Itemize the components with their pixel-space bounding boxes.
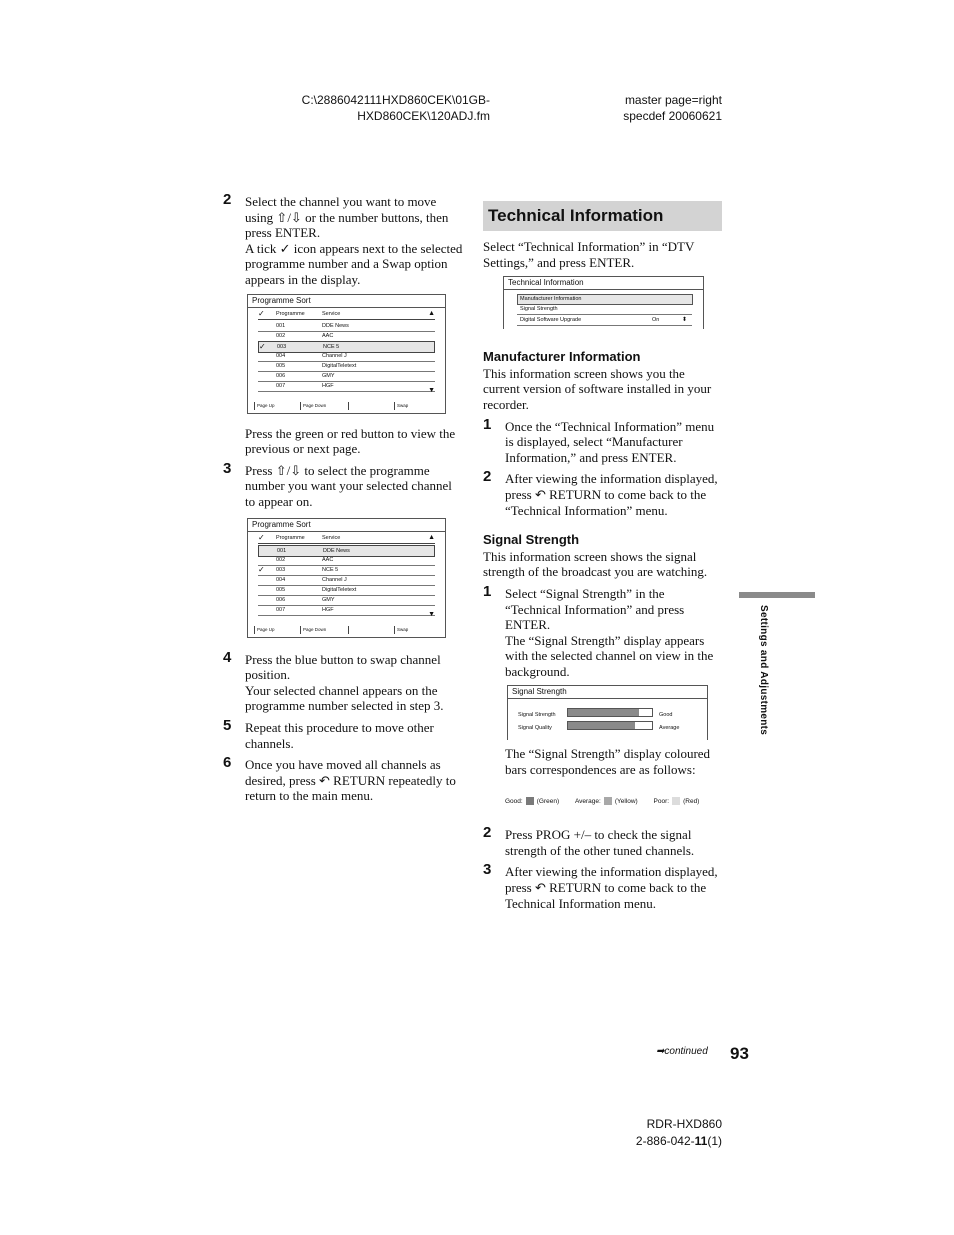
- programme-number: 002: [276, 332, 286, 339]
- programme-sort-screen-2: [247, 518, 446, 638]
- menu-item-label: Signal Strength: [520, 306, 558, 313]
- step-number: 2: [483, 824, 492, 842]
- code-suffix: (1): [707, 1134, 722, 1148]
- code-prefix: 2-886-042-: [635, 1134, 695, 1148]
- signal-strength-fill: [568, 709, 639, 716]
- service-name: DDE News: [323, 547, 350, 554]
- left-column: [223, 191, 463, 810]
- col-service: Service: [322, 534, 341, 541]
- screen-title: Programme Sort: [248, 519, 445, 532]
- signal-strength-status: Good: [659, 712, 673, 719]
- service-name: AAC: [322, 332, 334, 339]
- tick-icon: ✓: [259, 341, 266, 351]
- programme-number: 005: [276, 362, 286, 369]
- programme-number: 006: [276, 596, 286, 603]
- step-note: Your selected channel appears on the programme number selected in step 3.: [245, 682, 444, 714]
- tick-icon: ✓: [258, 308, 265, 318]
- signal-quality-status: Average: [659, 725, 680, 732]
- ss-step-3: [483, 861, 722, 911]
- signal-quality-bar: [567, 721, 653, 730]
- service-name: GMY: [322, 596, 335, 603]
- page-down-button[interactable]: Page Down: [300, 626, 326, 634]
- menu-item-label: Digital Software Upgrade: [520, 317, 582, 324]
- continued-marker: [656, 1046, 708, 1057]
- step-5-repeat: [223, 716, 463, 751]
- service-name: DDE News: [322, 322, 349, 329]
- programme-number: 007: [276, 382, 286, 389]
- side-tab-label: Settings and Adjustments: [758, 605, 769, 736]
- file-path-line2: HXD860CEK\120ADJ.fm: [357, 109, 490, 123]
- step-number: 2: [483, 468, 492, 486]
- service-name: HGF: [322, 606, 334, 613]
- master-page-line1: master page=right: [624, 93, 722, 107]
- page-navigation-note: Press the green or red button to view the previous or next page.: [245, 425, 456, 457]
- step-3-select-target: [223, 459, 463, 510]
- service-name: Channel J: [322, 352, 347, 359]
- document-code: [560, 1134, 722, 1148]
- signal-strength-bar: [567, 708, 653, 717]
- step-text: Press ⇧/⇩ to select the programme number you want your selected channel to appear on.: [245, 462, 452, 509]
- page-down-button[interactable]: Page Down: [300, 402, 326, 410]
- step-number: 1: [483, 415, 492, 433]
- scroll-down-icon: ▼: [428, 386, 435, 394]
- signal-quality-label: Signal Quality: [518, 725, 552, 732]
- step-6-return: [223, 754, 463, 804]
- service-name: NCE 5: [322, 566, 339, 573]
- step-2-select-channel: [223, 191, 463, 288]
- legend-poor-label: Poor:: [653, 797, 670, 805]
- code-bold: 11: [694, 1134, 708, 1148]
- blank-button[interactable]: [348, 402, 351, 410]
- signal-quality-fill: [568, 722, 635, 729]
- step-text: Select the channel you want to move using ⇧/⇩ or the number buttons, then press ENTER.: [245, 194, 449, 241]
- color-legend-intro: The “Signal Strength” display coloured bars correspondences are as follows:: [505, 746, 711, 778]
- ss-step-2: [483, 824, 722, 858]
- step-text: Press the blue button to swap channel position.: [245, 651, 441, 683]
- legend-average-swatch: [604, 797, 612, 805]
- programme-number: 002: [276, 556, 286, 563]
- step-text: Once the “Technical Information” menu is displayed, select “Manufacturer Information,” and press ENTER.: [505, 418, 715, 465]
- scroll-up-icon: ▲: [428, 533, 435, 541]
- menu-item-manufacturer[interactable]: [517, 294, 693, 305]
- arrow-right-icon: ➡: [656, 1046, 665, 1057]
- programme-number: 004: [276, 576, 286, 583]
- side-tab-band: [739, 592, 815, 598]
- screen-title: Technical Information: [504, 277, 703, 290]
- tick-icon: ✓: [258, 532, 265, 542]
- screen-title: Signal Strength: [508, 686, 707, 699]
- legend-good-color: (Green): [536, 797, 560, 805]
- model-number: RDR-HXD860: [646, 1117, 722, 1131]
- step-number: 4: [223, 648, 232, 666]
- step-number: 2: [223, 191, 232, 208]
- programme-number: 004: [276, 352, 286, 359]
- programme-number: 003: [277, 343, 287, 350]
- service-name: AAC: [322, 556, 334, 563]
- intro-text: Select “Technical Information” in “DTV Settings,” and press ENTER.: [483, 239, 695, 270]
- table-row[interactable]: [258, 381, 435, 392]
- screen-footer: [254, 626, 439, 634]
- updown-arrow-icon: ⬍: [682, 317, 688, 324]
- menu-item-software-upgrade[interactable]: [517, 316, 692, 326]
- step-note: A tick ✓ icon appears next to the selected programme number and a Swap option appears in the display.: [245, 240, 463, 287]
- mi-step-2: [483, 468, 722, 518]
- signal-strength-screen: [507, 685, 708, 740]
- service-name: Channel J: [322, 576, 347, 583]
- screen-footer: [254, 402, 439, 410]
- file-path-line1: C:\2886042111HXD860CEK\01GB-: [301, 93, 490, 107]
- step-note: The “Signal Strength” display appears with the selected channel on view in the background.: [505, 632, 714, 679]
- ss-step-1: [483, 582, 722, 680]
- swap-button[interactable]: Swap: [394, 402, 408, 410]
- signal-strength-label: Signal Strength: [518, 712, 556, 719]
- master-page-info: [600, 92, 722, 124]
- programme-number: 006: [276, 372, 286, 379]
- page-up-button[interactable]: Page Up: [254, 626, 275, 634]
- service-name: GMY: [322, 372, 335, 379]
- manufacturer-info-text: This information screen shows you the current version of software installed in your recorder.: [483, 365, 712, 412]
- legend-good-swatch: [526, 797, 534, 805]
- screen-title: Programme Sort: [248, 295, 445, 308]
- swap-button[interactable]: Swap: [394, 626, 408, 634]
- signal-strength-text: This information screen shows the signal strength of the broadcast you are watching.: [483, 548, 708, 580]
- step-number: 3: [223, 459, 232, 477]
- mi-step-1: [483, 415, 722, 466]
- programme-number: 007: [276, 606, 286, 613]
- step-text: After viewing the information displayed, press ↶ RETURN to come back to the “Technical Information” menu.: [505, 471, 718, 518]
- page-number: 93: [730, 1044, 749, 1063]
- table-row[interactable]: [258, 605, 435, 616]
- programme-number: 001: [276, 322, 286, 329]
- upgrade-value: On: [652, 317, 660, 324]
- column-header-row: [258, 533, 435, 544]
- step-text: Repeat this procedure to move other channels.: [245, 719, 434, 751]
- legend-poor-color: (Red): [683, 797, 700, 805]
- blank-button[interactable]: [348, 626, 351, 634]
- step-text: Once you have moved all channels as desired, press ↶ RETURN repeatedly to return to the main menu.: [245, 757, 456, 804]
- section-heading: Technical Information: [483, 201, 722, 231]
- scroll-up-icon: ▲: [428, 309, 435, 317]
- legend-average-color: (Yellow): [614, 797, 638, 805]
- page-up-button[interactable]: Page Up: [254, 402, 275, 410]
- col-service: Service: [322, 310, 341, 317]
- step-text: After viewing the information displayed, press ↶ RETURN to come back to the Technical Information menu.: [505, 864, 718, 911]
- service-name: HGF: [322, 382, 334, 389]
- scroll-down-icon: ▼: [428, 610, 435, 618]
- step-text: Select “Signal Strength” in the “Technical Information” and press ENTER.: [505, 585, 685, 633]
- step-number: 5: [223, 716, 232, 734]
- signal-strength-heading: Signal Strength: [483, 532, 580, 548]
- programme-number: 005: [276, 586, 286, 593]
- continued-text: continued: [664, 1046, 708, 1057]
- programme-number: 001: [277, 547, 287, 554]
- file-path: [280, 92, 490, 124]
- step-number: 1: [483, 582, 492, 600]
- legend-average-label: Average:: [574, 797, 601, 805]
- right-column: [483, 201, 722, 917]
- menu-item-signal-strength[interactable]: [517, 305, 692, 315]
- step-number: 3: [483, 861, 492, 879]
- legend-poor-swatch: [672, 797, 680, 805]
- service-name: NCE 5: [323, 343, 340, 350]
- programme-number: 003: [276, 566, 286, 573]
- step-4-swap: [223, 648, 463, 714]
- step-text: Press PROG +/– to check the signal strength of the other tuned channels.: [505, 827, 695, 858]
- service-name: DigitalTeletext: [322, 586, 357, 593]
- menu-item-label: Manufacturer Information: [520, 296, 582, 303]
- programme-sort-screen-1: [247, 294, 446, 414]
- master-page-line2: specdef 20060621: [623, 109, 722, 123]
- col-programme: Programme: [276, 310, 305, 317]
- service-name: DigitalTeletext: [322, 362, 357, 369]
- tick-icon: ✓: [258, 564, 265, 574]
- column-header-row: [258, 309, 435, 320]
- color-legend: [505, 794, 722, 810]
- col-programme: Programme: [276, 534, 305, 541]
- manufacturer-info-heading: Manufacturer Information: [483, 349, 641, 365]
- step-number: 6: [223, 754, 232, 772]
- technical-information-screen: [503, 276, 704, 329]
- legend-good-label: Good:: [505, 797, 523, 805]
